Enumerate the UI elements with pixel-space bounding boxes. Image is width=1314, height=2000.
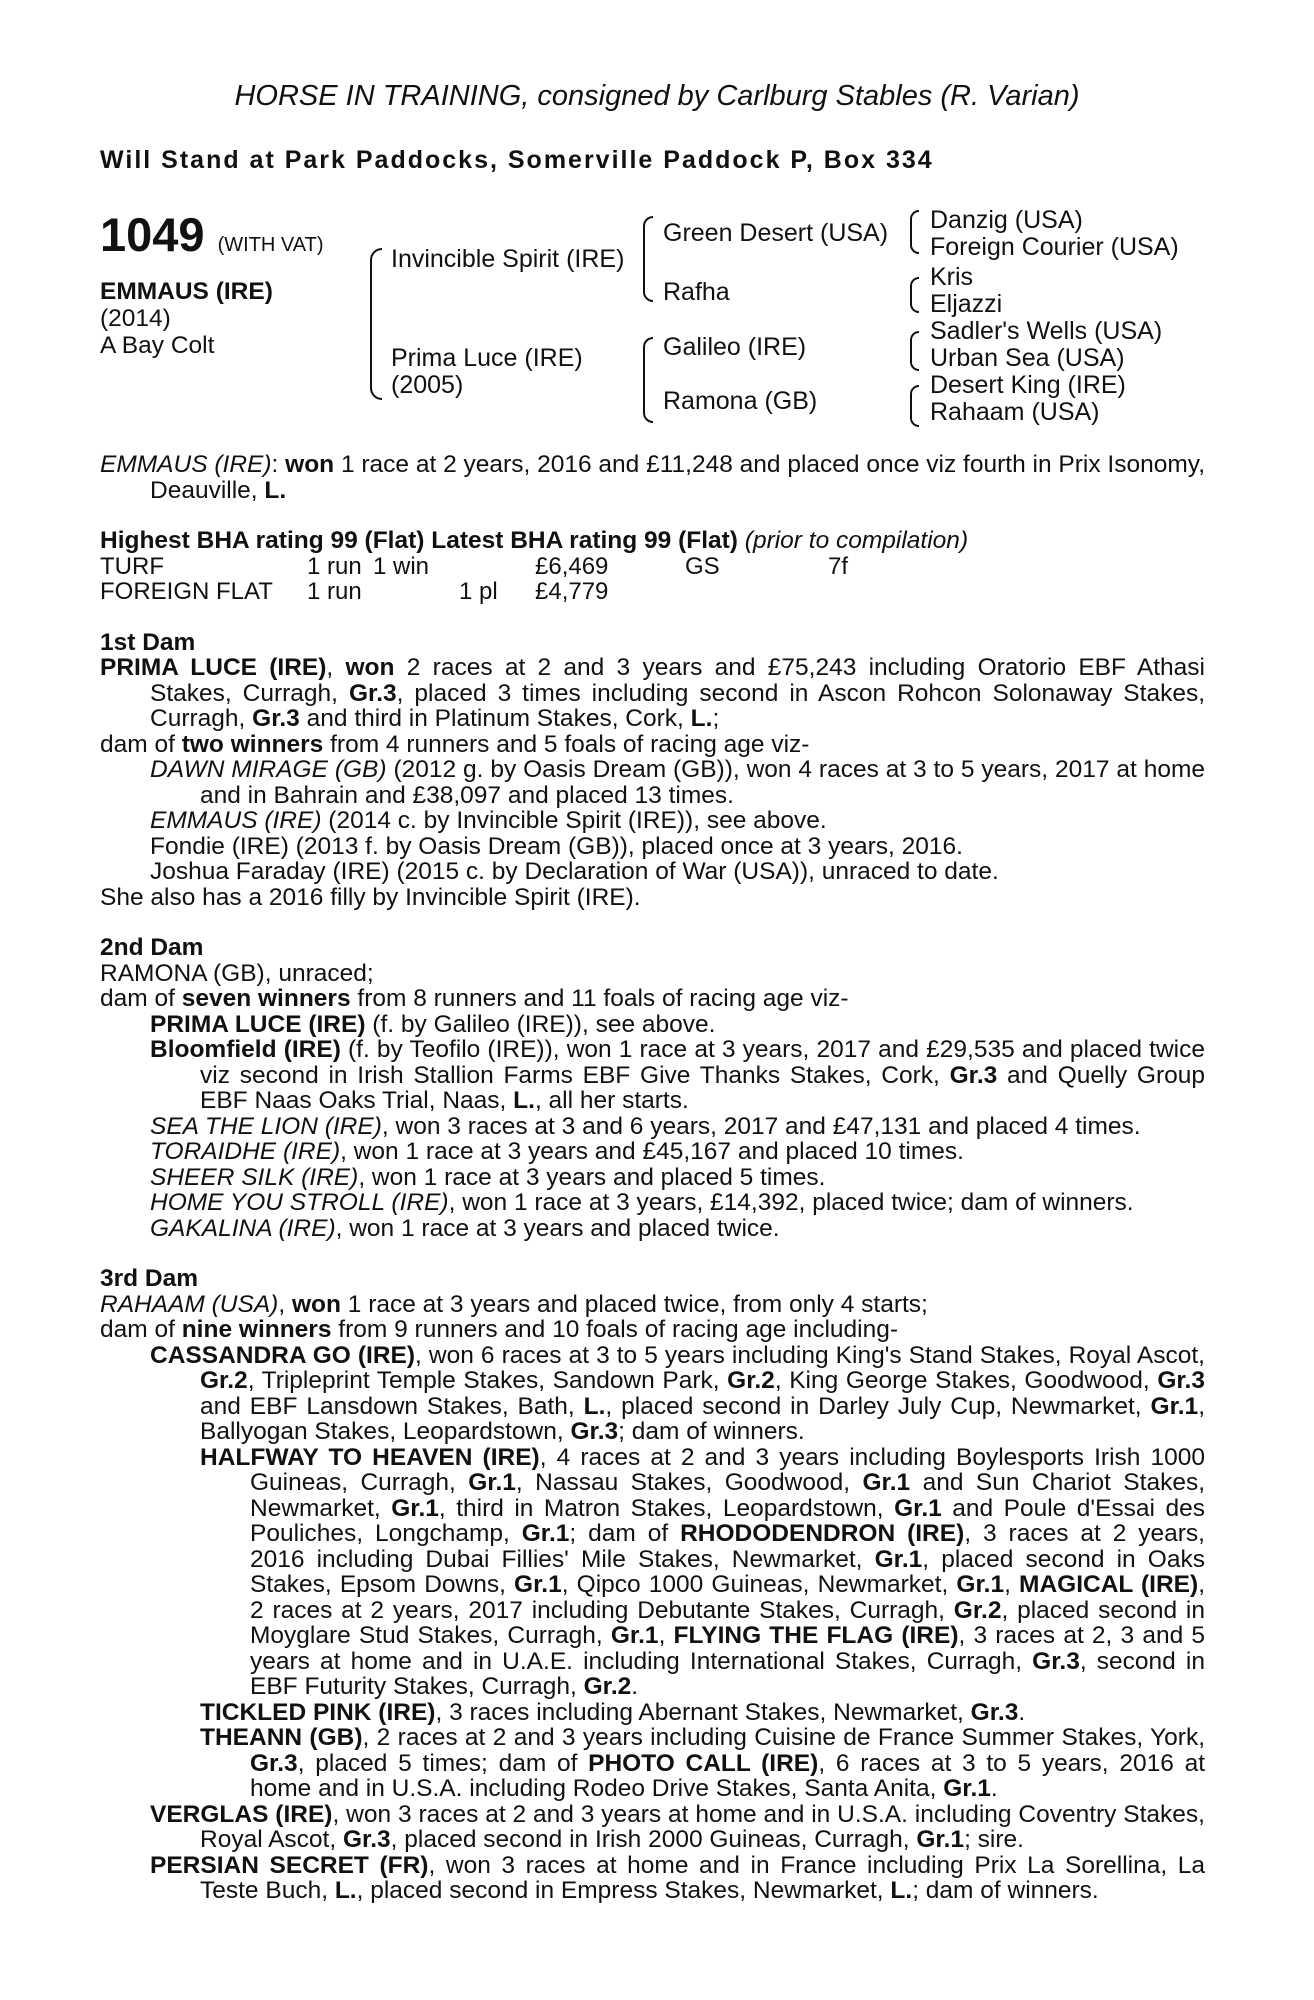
table-row: TURF 1 run 1 win £6,469 GS 7f — [100, 552, 849, 580]
location-line: Will Stand at Park Paddocks, Somerville Paddock P, Box 334 — [100, 146, 934, 174]
dam-sire-sire: Sadler's Wells (USA) — [930, 317, 1163, 345]
table-row: FOREIGN FLAT 1 run 1 pl £4,779 — [100, 578, 609, 605]
sire-sire-sire: Danzig (USA) — [930, 206, 1083, 234]
list-item: HOME YOU STROLL (IRE), won 1 race at 3 years, £14,392, placed twice; dam of winners. — [150, 1189, 1134, 1216]
lot-number: 1049 (WITH VAT) — [100, 208, 324, 261]
first-dam-note: She also has a 2016 filly by Invincible Spirit (IRE). — [100, 883, 641, 911]
dam-dam-sire: Desert King (IRE) — [930, 371, 1126, 399]
list-item: Fondie (IRE) (2013 f. by Oasis Dream (GB)), placed once at 3 years, 2016. — [150, 832, 963, 860]
dam-year: (2005) — [391, 371, 464, 399]
dam-sire-dam: Urban Sea (USA) — [930, 344, 1125, 372]
rating-block — [100, 528, 1205, 605]
dam-dam-dam: Rahaam (USA) — [930, 398, 1100, 426]
third-dam-record: RAHAAM (USA), won 1 race at 3 years and placed twice, from only 4 starts; — [100, 1290, 928, 1318]
dam-sire: Galileo (IRE) — [663, 333, 807, 361]
dam: Prima Luce (IRE) — [391, 344, 583, 372]
second-dam-intro: RAMONA (GB), unraced; — [100, 959, 374, 987]
list-item: GAKALINA (IRE), won 1 race at 3 years and placed twice. — [150, 1214, 780, 1242]
list-item: VERGLAS (IRE), won 3 races at 2 and 3 years at home and in U.S.A. including Coventry Stakes, Royal Ascot, Gr.3, placed second in Irish 2000 Guineas, Curragh, Gr.1; sire. — [150, 1800, 1205, 1853]
second-dam-heading: 2nd Dam — [100, 934, 204, 961]
sire-sire: Green Desert (USA) — [663, 219, 889, 247]
sire-dam: Rafha — [663, 278, 730, 306]
horse-description: A Bay Colt — [100, 332, 215, 359]
list-item: DAWN MIRAGE (GB) (2012 g. by Oasis Dream (GB)), won 4 races at 3 to 5 years, 2017 at home and in Bahrain and £38,097 and placed 13 times. — [150, 756, 1206, 809]
race-record-table — [100, 554, 848, 605]
list-item: THEANN (GB), 2 races at 2 and 3 years including Cuisine de France Summer Stakes, York, Gr.3, placed 5 times; dam of PHOTO CALL (IRE), 6 races at 3 to 5 years, 2016 at home and in U.S.A. including Rodeo Drive Stakes, Santa Anita, Gr.1. — [200, 1724, 1205, 1802]
third-dam-produce-summary: dam of nine winners from 9 runners and 10 foals of racing age including- — [100, 1316, 899, 1343]
list-item: TICKLED PINK (IRE), 3 races including Abernant Stakes, Newmarket, Gr.3. — [200, 1698, 1026, 1726]
sire-sire-dam: Foreign Courier (USA) — [930, 233, 1179, 261]
first-dam-record: PRIMA LUCE (IRE), won 2 races at 2 and 3 years and £75,243 including Oratorio EBF Athasi Stakes, Curragh, Gr.3, placed 3 times including second in Ascon Rohcon Solonaway Stakes, Curragh, Gr.3 and third in Platinum Stakes, Cork, L.; — [100, 654, 1206, 732]
list-item: PERSIAN SECRET (FR), won 3 races at home and in France including Prix La Sorellina, La Teste Buch, L., placed second in Empress Stakes, Newmarket, L.; dam of winners. — [150, 1851, 1205, 1904]
page-title: HORSE IN TRAINING, consigned by Carlburg Stables (R. Varian) — [234, 80, 1080, 112]
rating-line: Highest BHA rating 99 (Flat) Latest BHA rating 99 (Flat) — [100, 527, 738, 554]
foaling-year: (2014) — [100, 305, 171, 332]
list-item: SEA THE LION (IRE), won 3 races at 3 and 6 years, 2017 and £47,131 and placed 4 times. — [150, 1112, 1141, 1140]
sire-dam-sire: Kris — [930, 263, 974, 291]
second-dam-produce-summary: dam of seven winners from 8 runners and 11 foals of racing age viz- — [100, 985, 849, 1012]
first-dam-heading: 1st Dam — [100, 628, 196, 656]
list-item: EMMAUS (IRE) (2014 c. by Invincible Spirit (IRE)), see above. — [150, 807, 827, 834]
list-item: CASSANDRA GO (IRE), won 6 races at 3 to 5 years including King's Stand Stakes, Royal Ascot, Gr.2, Tripleprint Temple Stakes, Sandown Park, Gr.2, King George Stakes, Goodwood, Gr.3 and EBF Lansdown Stakes, Bath, L., placed second in Darley July Cup, Newmarket, Gr.1, Ballyogan Stakes, Leopardstown, Gr.3; dam of winners. — [150, 1341, 1206, 1445]
dam-dam: Ramona (GB) — [663, 387, 818, 415]
list-item: HALFWAY TO HEAVEN (IRE), 4 races at 2 and 3 years including Boylesports Irish 1000 Guineas, Curragh, Gr.1, Nassau Stakes, Goodwood, Gr.1 and Sun Chariot Stakes, Newmarket, Gr.1, third in Matron Stakes, Leopardstown, Gr.1 and Poule d'Essai des Pouliches, Longchamp, Gr.1; dam of RHODODENDRON (IRE), 3 races at 2 years, 2016 including Dubai Fillies' Mile Stakes, Newmarket, Gr.1, placed second in Oaks Stakes, Epsom Downs, Gr.1, Qipco 1000 Guineas, Newmarket, Gr.1, MAGICAL (IRE), 2 races at 2 years, 2017 including Debutante Stakes, Curragh, Gr.2, placed second in Moyglare Stud Stakes, Curragh, Gr.1, FLYING THE FLAG (IRE), 3 races at 2, 3 and 5 years at home and in U.A.E. including International Stakes, Curragh, Gr.3, second in EBF Futurity Stakes, Curragh, Gr.2. — [200, 1443, 1205, 1700]
list-item: SHEER SILK (IRE), won 1 race at 3 years and placed 5 times. — [150, 1163, 826, 1191]
horse-name: EMMAUS (IRE) — [100, 278, 273, 305]
list-item: Bloomfield (IRE) (f. by Teofilo (IRE)), won 1 race at 3 years, 2017 and £29,535 and placed twice viz second in Irish Stallion Farms EBF Give Thanks Stakes, Cork, Gr.3 and Quelly Group EBF Naas Oaks Trial, Naas, L., all her starts. — [150, 1036, 1205, 1114]
list-item: PRIMA LUCE (IRE) (f. by Galileo (IRE)), see above. — [150, 1010, 716, 1038]
rating-note: (prior to compilation) — [744, 527, 969, 554]
sire-dam-dam: Eljazzi — [930, 290, 1003, 318]
list-item: TORAIDHE (IRE), won 1 race at 3 years and £45,167 and placed 10 times. — [150, 1138, 964, 1165]
first-dam-produce-summary: dam of two winners from 4 runners and 5 foals of racing age viz- — [100, 730, 810, 758]
horse-summary: EMMAUS (IRE): won 1 race at 2 years, 2016 and £11,248 and placed once viz fourth in Prix Isonomy, Deauville, L. — [100, 451, 1205, 504]
third-dam-heading: 3rd Dam — [100, 1265, 199, 1292]
sire: Invincible Spirit (IRE) — [391, 245, 625, 273]
vat-label: (WITH VAT) — [217, 234, 324, 256]
list-item: Joshua Faraday (IRE) (2015 c. by Declaration of War (USA)), unraced to date. — [150, 858, 999, 885]
catalogue-body — [100, 452, 1205, 1904]
